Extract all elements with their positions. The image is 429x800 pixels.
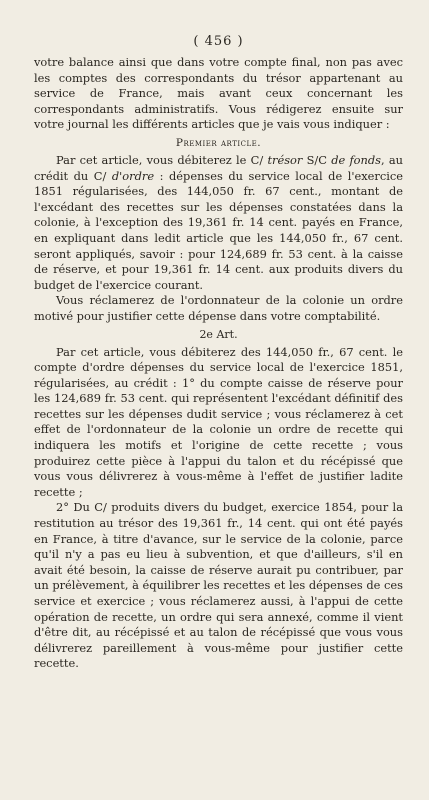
article1-text-a: Par cet article, vous débiterez le C/ bbox=[56, 152, 268, 167]
article1-paragraph-2: Vous réclamerez de l'ordonnateur de la colonie un ordre motivé pour justifier cette dépense dans votre comptabilité. bbox=[34, 293, 403, 323]
article2-paragraph-2: 2° Du C/ produits divers du budget, exercice 1854, pour la restitution au trésor des 19,361 fr., 14 cent. qui ont été payés en France, à titre d'avance, sur le service de la colonie, parce qu'il n'y a pas eu lieu à subvention, et que d'ailleurs, s'il en avait été besoin, la caisse de réserve aurait pu contribuer, par un prélèvement, à équilibrer les recettes et les dépenses de ces service et exercice ; vous réclamerez aussi, à l'appui de cette opération de recette, un ordre qui sera annexé, comme il vient d'être dit, au récépissé et au talon de récépissé que vous vous délivrerez pareillement à vous-même pour justifier cette recette. bbox=[34, 500, 403, 671]
section-heading-premier-article: Premier article. bbox=[175, 136, 262, 149]
section-heading-article-2: 2e Art. bbox=[199, 327, 238, 341]
article1-emphasis-tresor: trésor bbox=[267, 152, 303, 167]
page-number: ( 456 ) bbox=[193, 34, 244, 49]
article1-text-c: , au crédit du C/ bbox=[34, 152, 403, 183]
article2-paragraph-1: Par cet article, vous débiterez des 144,050 fr., 67 cent. le compte d'ordre dépenses du service local de l'exercice 1851, régularisées, au crédit : 1° du compte caisse de réserve pour les 124,689 fr. 53 cent. qui représentent l'excédant définitif des recettes sur les dépenses dudit service ; vous réclamerez à cet effet de l'ordonnateur de la colonie un ordre de recette qui indiquera les motifs et l'origine de cette recette ; vous produirez cette pièce à l'appui du talon et du récépissé que vous vous délivrerez à vous-même à l'effet de justifier ladite recette ; bbox=[34, 344, 403, 499]
intro-paragraph: votre balance ainsi que dans votre compte final, non pas avec les comptes des correspondants du trésor appartenant au service de France, mais avant ceux concernant les correspondants administratifs. Vous rédigerez ensuite sur votre journal les différents articles que je vais vous indiquer : bbox=[34, 55, 403, 132]
article1-emphasis-de-fonds: de fonds bbox=[331, 152, 382, 167]
article1-emphasis-d-ordre: d'ordre bbox=[111, 168, 155, 183]
article1-text-b: S/C bbox=[302, 152, 332, 167]
article1-text-d: : dépenses du service local de l'exercice 1851 régularisées, des 144,050 fr. 67 cent., montant de l'excédant des recettes sur les dépenses constatées dans la colonie, à l'exception des 19,361 fr. 14 cent. payés en France, en expliquant dans ledit article que les 144,050 fr., 67 cent. seront appliqués, savoir : pour 124,689 fr. 53 cent. à la caisse de réserve, et pour 19,361 fr. 14 cent. aux produits divers du budget de l'exercice courant. bbox=[34, 168, 403, 292]
article1-paragraph-1 bbox=[34, 153, 403, 293]
